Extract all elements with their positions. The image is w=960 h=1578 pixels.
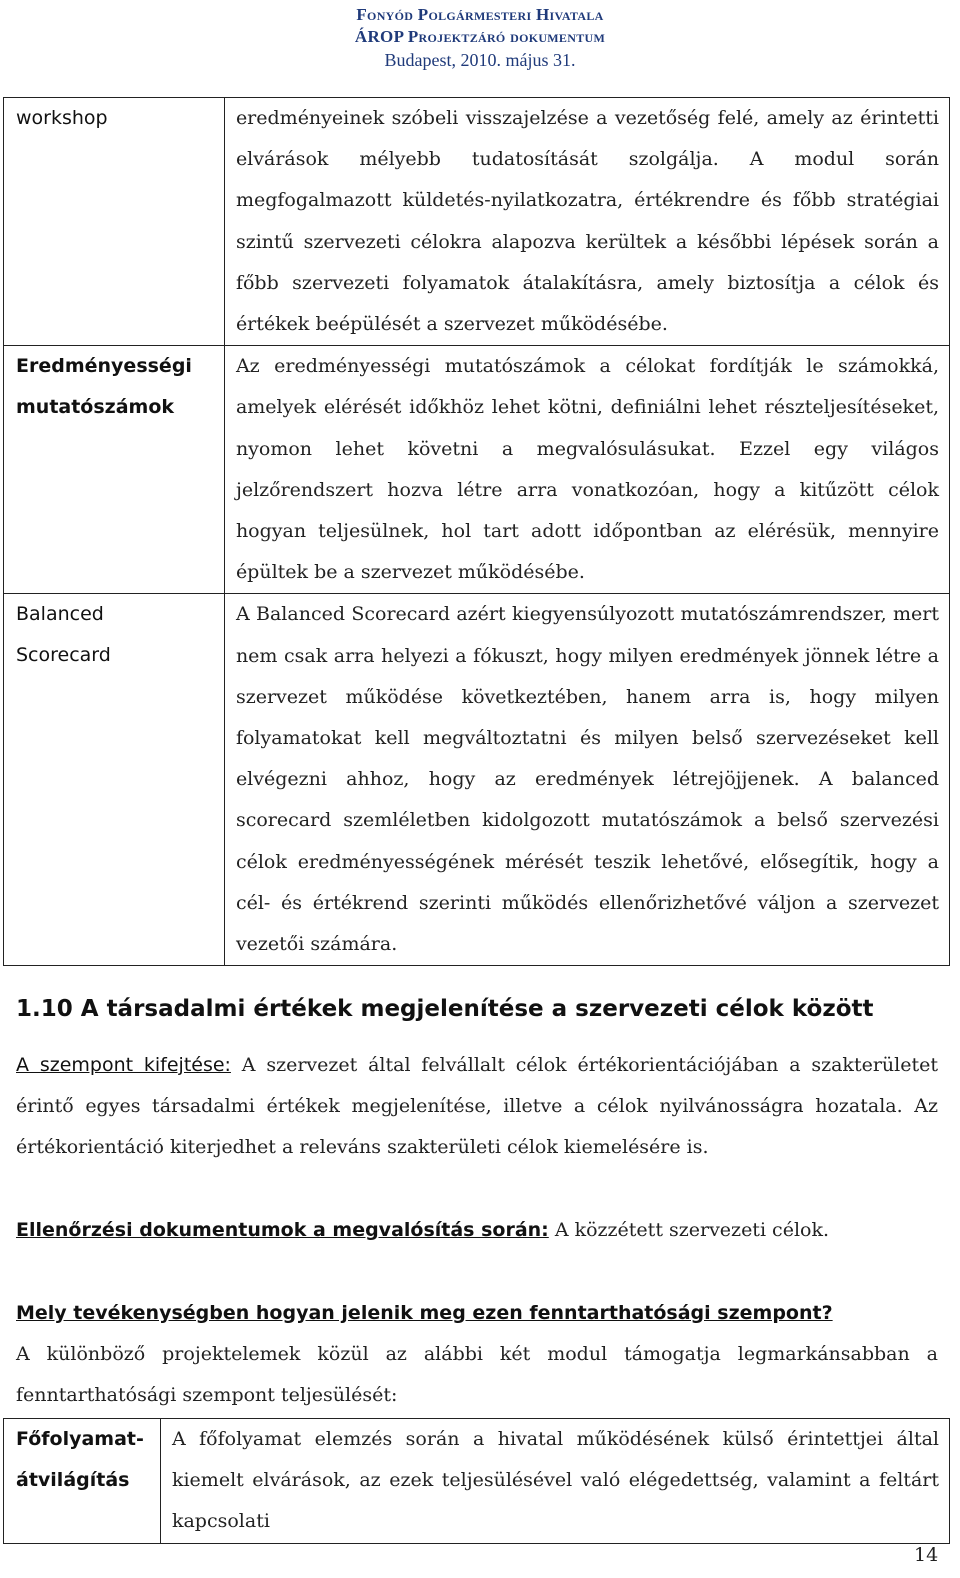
header-document-title: ÁROP Projektzáró dokumentum xyxy=(354,27,606,46)
row-text: A Balanced Scorecard azért kiegyensúlyozott mutatószámrendszer, mert nem csak arra helyezi a fókuszt, hogy milyen eredmények jönnek létre a szervezet működése következtében, hanem arra is, hogy milyen folyamatokat kell megváltoztatni és milyen belső szervezéseket kell elvégezni ahhoz, hogy az eredmények létrejöjjenek. A balanced scorecard szemléletben kidolgozott mutatószámok a belső szervezési célok eredményességének mérését teszik lehetővé, elősegítik, hogy a cél- és értékrend szerinti működés ellenőrizhetővé váljon a szervezet vezetői számára. xyxy=(224,594,949,966)
page-header xyxy=(0,4,960,72)
row-label-line: Eredményességi xyxy=(16,355,192,378)
modules-table xyxy=(3,1418,950,1544)
row-label xyxy=(4,1419,161,1544)
control-docs-label: Ellenőrzési dokumentumok a megvalósítás során: xyxy=(16,1219,549,1241)
header-date: Budapest, 2010. május 31. xyxy=(384,50,576,70)
row-label-line: Scorecard xyxy=(16,644,111,667)
aspect-paragraph xyxy=(16,1045,938,1169)
row-label xyxy=(4,346,225,594)
header-organization: Fonyód Polgármesteri Hivatala xyxy=(356,5,604,24)
row-label-line: Főfolyamat- xyxy=(16,1428,144,1450)
section-heading: 1.10 A társadalmi értékek megjelenítése a szervezeti célok között xyxy=(16,996,874,1022)
row-label-line: Balanced xyxy=(16,603,104,626)
row-label-line: mutatószámok xyxy=(16,396,175,419)
row-label xyxy=(4,594,225,966)
row-label-line: átvilágítás xyxy=(16,1469,130,1491)
table-row xyxy=(4,346,950,594)
table-row xyxy=(4,594,950,966)
activity-answer-text: A különböző projektelemek közül az alábbi két modul támogatja legmarkánsabban a fenntarthatósági szempont teljesülését: xyxy=(16,1343,938,1407)
aspect-text: A szervezet által felvállalt célok értékorientációjában a szakterületet érintő egyes társadalmi értékek megjelenítése, illetve a célok nyilvánosságra hozatala. Az értékorientáció kiterjedhet a releváns szakterületi célok kiemelésére is. xyxy=(16,1054,938,1159)
activity-question-label: Mely tevékenységben hogyan jelenik meg ezen fenntarthatósági szempont? xyxy=(16,1302,833,1324)
row-label-line: workshop xyxy=(16,107,108,129)
row-text: Az eredményességi mutatószámok a célokat fordítják le számokká, amelyek elérését időkhöz lehet kötni, definiálni lehet részteljesítéseket, nyomon lehet követni a megvalósulásukat. Ezzel egy világos jelzőrendszert hozva létre arra vonatkozóan, hogy a kitűzött célok hogyan teljesülnek, hol tart adott időpontban az elérésük, mennyire épültek be a szervezet működésébe. xyxy=(224,346,949,594)
control-docs-text: A közzétett szervezeti célok. xyxy=(548,1219,830,1241)
control-docs-paragraph xyxy=(16,1210,938,1251)
row-label xyxy=(4,98,225,346)
activity-question xyxy=(16,1293,938,1417)
row-text: eredményeinek szóbeli visszajelzése a vezetőség felé, amely az érintetti elvárások mélyebb tudatosítását szolgálja. A modul során megfogalmazott küldetés-nyilatkozatra, értékrendre és főbb stratégiai szintű szervezeti célokra alapozva kerültek a későbbi lépések során a főbb szervezeti folyamatok átalakításra, amely biztosítja a célok és értékek beépülését a szervezet működésébe. xyxy=(224,98,949,346)
table-row xyxy=(4,1419,950,1544)
page-number: 14 xyxy=(914,1544,939,1566)
table-row xyxy=(4,98,950,346)
row-text: A főfolyamat elemzés során a hivatal működésének külső érintettjei által kiemelt elvárások, az ezek teljesülésével való elégedettség, valamint a feltárt kapcsolati xyxy=(160,1419,949,1544)
aspect-label: A szempont kifejtése: xyxy=(16,1054,231,1076)
definitions-table xyxy=(3,97,950,966)
